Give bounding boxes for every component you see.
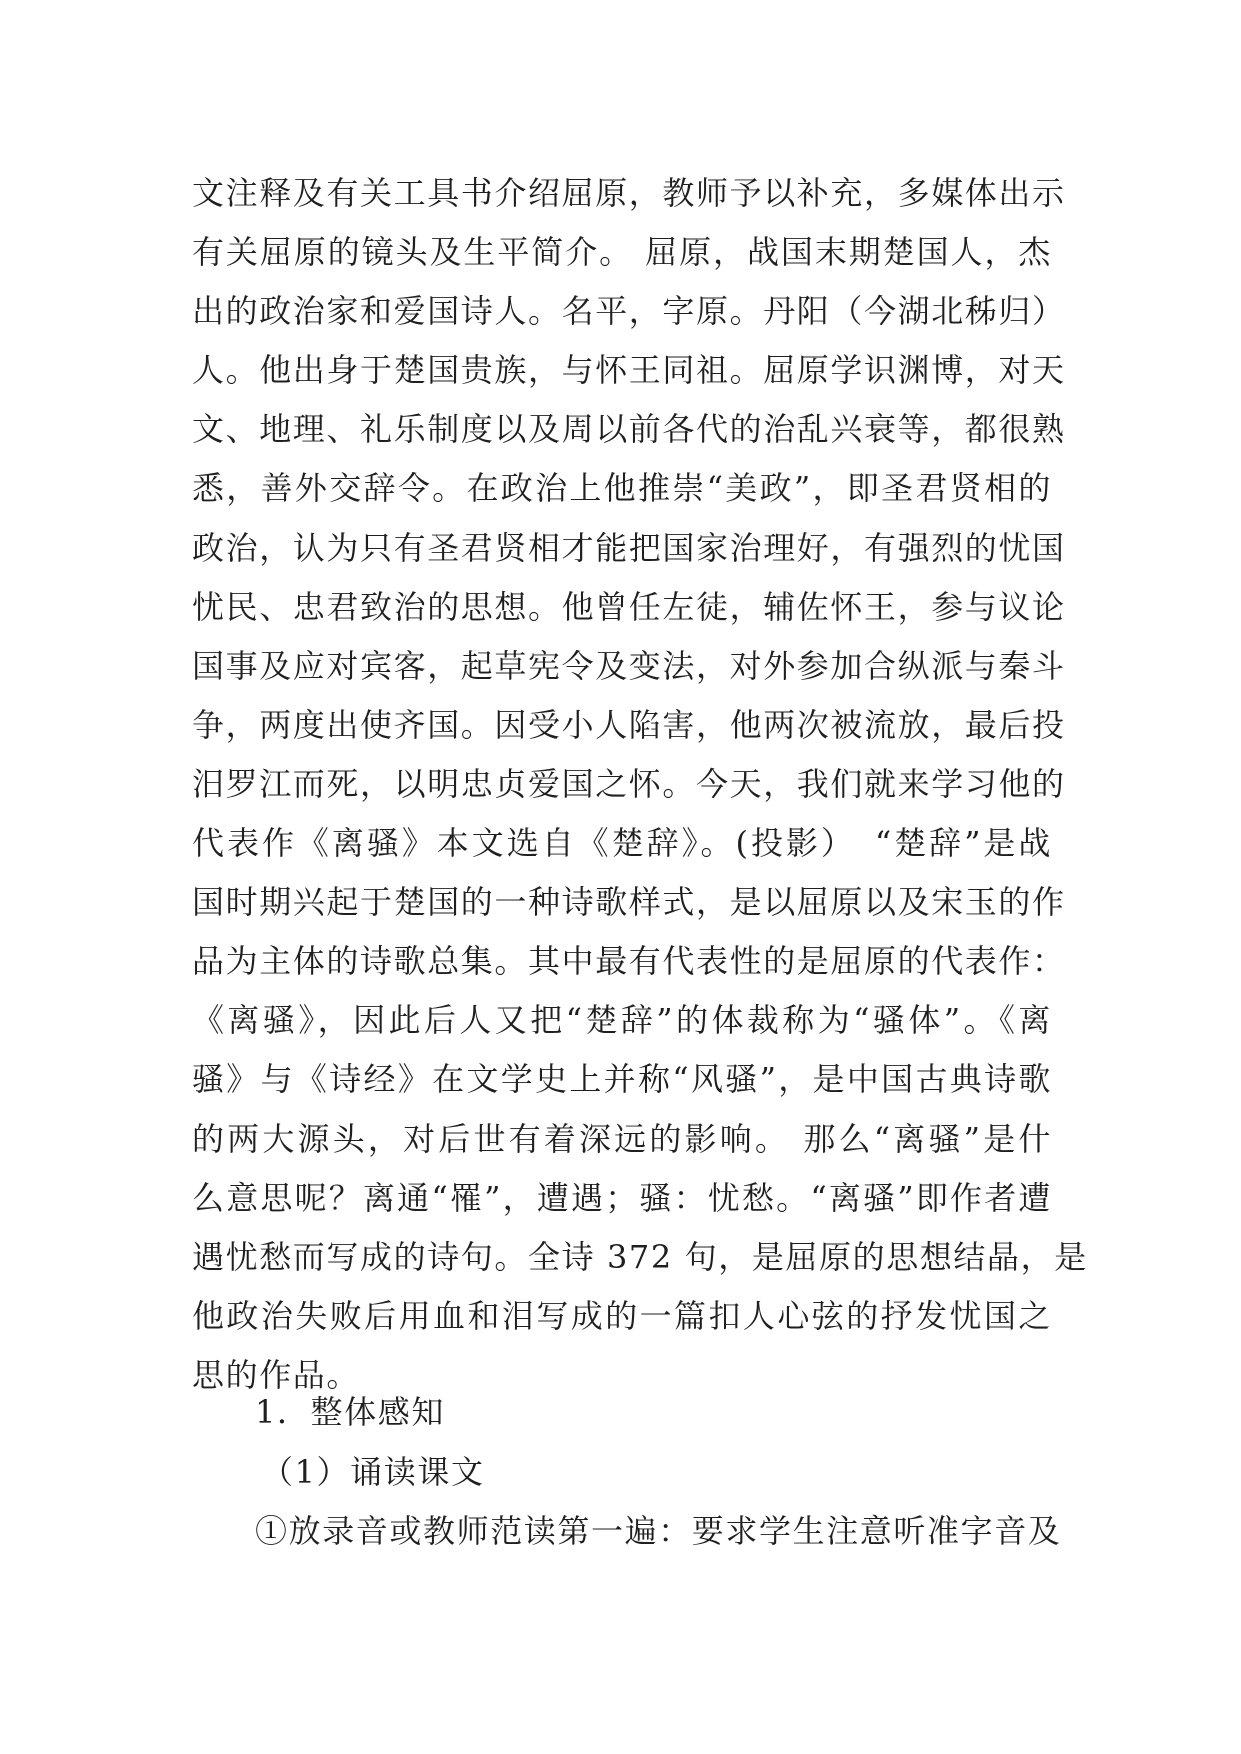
subsection-heading: （1）诵读课文	[261, 1453, 485, 1491]
body-paragraph	[192, 164, 1088, 1405]
paragraph-line: 有关屈原的镜头及生平简介。 屈原，战国末期楚国人，杰	[192, 233, 1052, 272]
paragraph-line: 汨罗江而死，以明忠贞爱国之怀。今天，我们就来学习他的	[192, 764, 1066, 803]
paragraph-line: 人。他出身于楚国贵族，与怀王同祖。屈原学识渊博，对天	[192, 351, 1066, 390]
paragraph-line: 出的政治家和爱国诗人。名平，字原。丹阳（今湖北秭归）	[192, 292, 1066, 331]
paragraph-line: 国事及应对宾客，起草宪令及变法，对外参加合纵派与秦斗	[192, 646, 1066, 685]
paragraph-line: 《离骚》，因此后人又把“楚辞”的体裁称为“骚体”。《离	[192, 1001, 1052, 1040]
paragraph-line: 他政治失败后用血和泪写成的一篇扣人心弦的抒发忧国之	[192, 1296, 1052, 1335]
paragraph-line: 政治，认为只有圣君贤相才能把国家治理好，有强烈的忧国	[192, 528, 1066, 567]
paragraph-line: 思的作品。	[192, 1355, 361, 1394]
paragraph-line: 争，两度出使齐国。因受小人陷害，他两次被流放，最后投	[192, 705, 1066, 744]
paragraph-line: 文、地理、礼乐制度以及周以前各代的治乱兴衰等，都很熟	[192, 410, 1066, 449]
paragraph-line: 忧民、忠君致治的思想。他曾任左徒，辅佐怀王，参与议论	[192, 587, 1066, 626]
section-heading: 1．整体感知	[255, 1393, 445, 1431]
paragraph-line: 悉，善外交辞令。在政治上他推崇“美政”，即圣君贤相的	[192, 469, 1052, 508]
paragraph-line: 的两大源头，对后世有着深远的影响。 那么“离骚”是什	[192, 1119, 1052, 1158]
paragraph-line: 文注释及有关工具书介绍屈原，教师予以补充，多媒体出示	[192, 174, 1066, 212]
paragraph-line: 骚》与《诗经》在文学史上并称“风骚”，是中国古典诗歌	[192, 1060, 1052, 1099]
paragraph-line: 国时期兴起于楚国的一种诗歌样式，是以屈原以及宋玉的作	[192, 883, 1066, 922]
paragraph-line: 品为主体的诗歌总集。其中最有代表性的是屈原的代表作：	[192, 942, 1066, 981]
step-text: ①放录音或教师范读第一遍：要求学生注意听准字音及	[255, 1512, 1062, 1550]
paragraph-line: 代表作《离骚》本文选自《楚辞》。(投影） “楚辞”是战	[192, 824, 1052, 863]
paragraph-line: 遇忧愁而写成的诗句。全诗 372 句，是屈原的思想结晶，是	[192, 1237, 1088, 1276]
paragraph-line: 么意思呢？离通“罹”，遭遇；骚：忧愁。“离骚”即作者遭	[192, 1178, 1052, 1217]
